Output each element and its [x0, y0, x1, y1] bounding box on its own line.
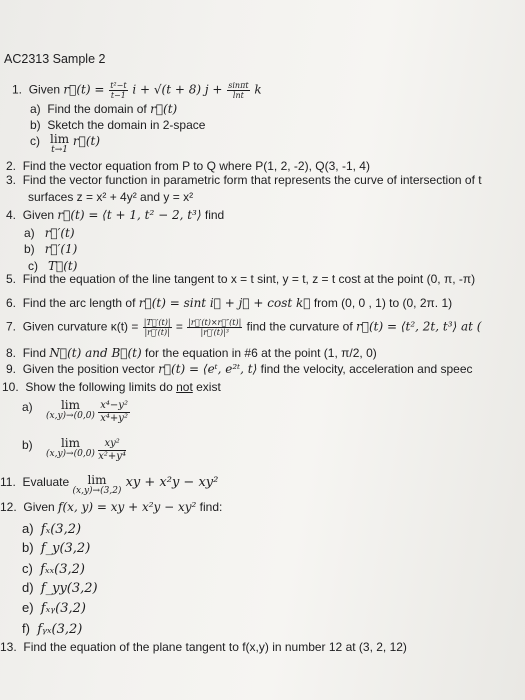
- question-10b: b) lim (x,y)→(0,0) $\frac{\text{xy²}}{\text{x²+y⁴}}$: [22, 436, 126, 462]
- question-number: 1.: [12, 82, 23, 97]
- fraction: $\frac{\text{x⁴−y²}}{\text{x⁴+y²}}$: [100, 400, 128, 424]
- page-title: AC2313 Sample 2: [4, 52, 106, 66]
- limit-expression: lim (x,y)→(0,0): [46, 398, 95, 421]
- question-10a: a) lim (x,y)→(0,0) $\frac{\text{x⁴−y²}}{\text{x⁴+y²}}$: [22, 398, 128, 424]
- question-6: 6. Find the arc length of r⃗(t) = sint i⃗ + j⃗ + cost k⃗ from (0, 0 , 1) to (0, 2π. 1): [6, 296, 453, 310]
- fraction: $\frac{\text{t²−t}}{t-1}$: [110, 81, 127, 100]
- question-12f: f) fᵧₓ(3,2): [22, 621, 83, 637]
- question-10: 10. Show the following limits do not exist: [2, 380, 221, 394]
- fraction: $\frac{\text{xy²}}{\text{x²+y⁴}}$: [98, 438, 126, 462]
- question-4a: a) r⃗′(t): [24, 226, 75, 240]
- question-12: 12. Given f(x, y) = xy + x²y − xy² find:: [0, 500, 223, 514]
- fraction: $\frac{|T⃗'(t)|}{|r⃗'(t)|}$: [143, 318, 171, 337]
- limit-expression: lim (x,y)→(3,2): [72, 473, 122, 496]
- question-3-line-2: surfaces z = x² + 4y² and y = x²: [28, 190, 194, 204]
- question-3: 3. Find the vector function in parametric form that represents the curve of intersection of t: [6, 173, 482, 187]
- question-11: 11. Evaluate lim (x,y)→(3,2) xy + x²y − xy²: [0, 473, 219, 496]
- question-12c: c) fₓₓ(3,2): [22, 561, 85, 577]
- question-12a: a) fₓ(3,2): [22, 521, 82, 537]
- fraction: $\frac{|r⃗'(t)\times r⃗''(t)|}{\text{|r⃗′(t)|³}}$: [188, 318, 242, 337]
- question-4: 4. Given r⃗(t) = ⟨t + 1, t² − 2, t³⟩ find: [6, 208, 225, 222]
- question-1: 1. Given r⃗(t) = $\frac{\text{t²−t}}{t-1}$ i + √(t + 8) j + $\frac{\sin\pi t}{\ln t}$ k: [12, 81, 262, 100]
- question-9: 9. Given the position vector r⃗(t) = ⟨eᵗ, e²ᵗ, t⟩ find the velocity, acceleration and speec: [6, 362, 473, 376]
- question-1b: b) Sketch the domain in 2-space: [30, 118, 206, 132]
- question-13: 13. Find the equation of the plane tangent to f(x,y) in number 12 at (3, 2, 12): [0, 640, 407, 654]
- question-12b: b) f_y(3,2): [22, 540, 91, 556]
- question-2: 2. Find the vector equation from P to Q where P(1, 2, -2), Q(3, -1, 4): [6, 159, 370, 173]
- question-5: 5. Find the equation of the line tangent to x = t sint, y = t, z = t cost at the point (0, π, -π): [6, 272, 476, 286]
- question-4c: c) T⃗(t): [28, 259, 78, 273]
- limit-expression: lim (x,y)→(0,0): [46, 436, 95, 459]
- question-7: 7. Given curvature κ(t) = $\frac{|T⃗'(t)|}{|r⃗'(t)|}$ = $\frac{|r⃗'(t)\times r⃗''(t)|}{\text{|r⃗′(t)|³}}$ find the curvature of r⃗(t) = ⟨t², 2t, t³⟩ at (: [6, 318, 482, 337]
- question-12e: e) fₓᵧ(3,2): [22, 600, 86, 616]
- fraction: $\frac{\sin\pi t}{\ln t}$: [228, 81, 249, 100]
- limit-expression: lim t→1: [50, 132, 70, 155]
- question-12d: d) f_yy(3,2): [22, 580, 98, 596]
- question-4b: b) r⃗′(1): [24, 242, 78, 256]
- question-1a: a) Find the domain of r⃗(t): [30, 102, 178, 116]
- question-1c: c) lim t→1 r⃗(t): [30, 132, 101, 155]
- question-8: 8. Find N⃗(t) and B⃗(t) for the equation in #6 at the point (1, π/2, 0): [6, 346, 377, 360]
